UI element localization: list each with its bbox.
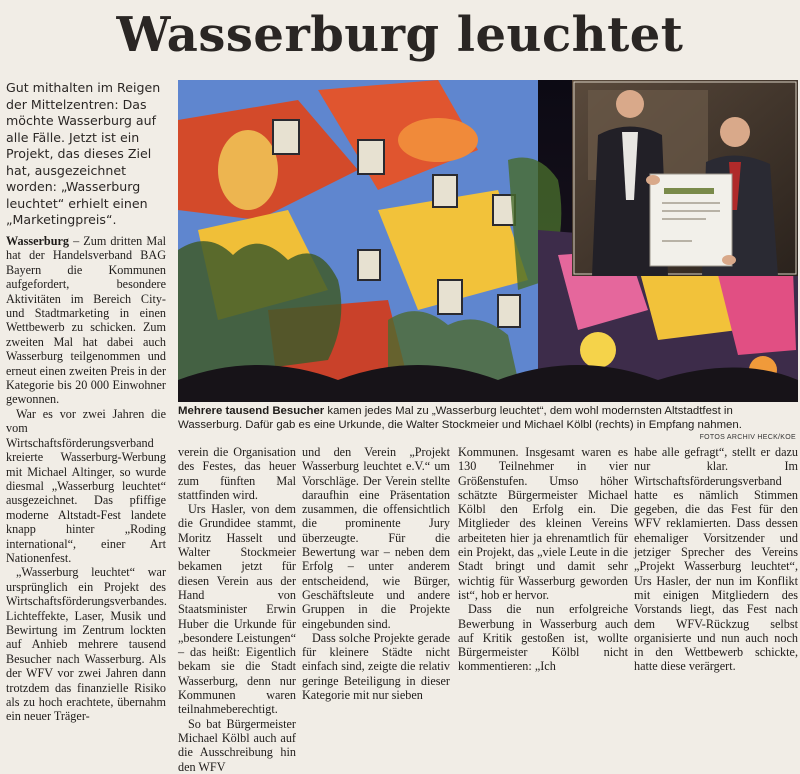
caption-text: kamen jedes Mal zu „Wasserburg leuchtet“, dem wohl modernsten Altstadtfest in Wasserburg. Dafür gab es eine Urkunde, die Walter Stockmeier und Michael Kölbl (rechts) in Empfang nahmen. bbox=[178, 405, 742, 431]
lead-paragraph-1 bbox=[6, 234, 166, 407]
caption-lead: Mehrere tausend Besucher bbox=[178, 405, 325, 417]
article-column-3 bbox=[458, 445, 628, 683]
photo-credit: FOTOS ARCHIV HECK/KOE bbox=[699, 434, 796, 441]
headline: Wasserburg leuchtet bbox=[116, 7, 684, 63]
lead-paragraph-1-text: – Zum dritten Mal hat der Handelsverband BAG Bayern die Kommunen aufgefordert, besondere Aktivitäten im Bereich City- und Stadtmarketing in einen Wettbewerb zu schicken. Zum zweiten Mal hat dabei auch Wasserburg teilgenommen und erneut einen zweiten Preis in der Kategorie bis 20 000 Einwohner gewonnen. bbox=[6, 234, 166, 407]
lead-paragraph-2: War es vor zwei Jahren die vom Wirtschaftsförderungsverband kreierte Wasserburg-Werbung mit Michael Altinger, so wurde diesmal „Wasserburg leuchtet“ ausgezeichnet. Das pfiffige moderne Altstadt-Fest landete knapp hinter „Roding international“, einer Art Nationenfest. bbox=[6, 406, 166, 565]
article-column-4 bbox=[634, 445, 798, 683]
illuminated-facade-image bbox=[178, 80, 798, 402]
photo-caption bbox=[178, 404, 798, 432]
column-paragraph: Dass die nun erfolgreiche Bewerbung in Wasserburg auch auf Kritik gestoßen ist, wollte Bürgermeister Kölbl nicht kommentieren: „Ich bbox=[458, 602, 628, 674]
lead-column bbox=[6, 234, 167, 724]
column-paragraph: So bat Bürgermeister Michael Kölbl auch auf die Ausschreibung hin den WFV bbox=[178, 716, 296, 774]
dateline: Wasserburg bbox=[6, 234, 69, 248]
column-paragraph: und den Verein „Projekt Wasserburg leuchtet e.V.“ um Vorschläge. Der Verein stellte daraufhin eine Präsentation zusammen, die offensichtlich die prominente Jury überzeugte. Für die Bewertung war – neben dem Erfolg – unter anderem entscheidend, wie Bürger, Geschäftsleute und andere Gruppen in die Projekte eingebunden sind. bbox=[302, 445, 450, 631]
column-paragraph: Kommunen. Insgesamt waren es 130 Teilnehmer in vier Größenstufen. Umso höher schätzte Bürgermeister Michael Kölbl den Erfolg ein. Die Mitglieder des kleinen Vereins arbeiteten hier ja ehrenamtlich für ein Projekt, das „viele Leute in die Stadt bringt und damit sehr wichtig für Wasserburg geworden ist“, hob er hervor. bbox=[458, 445, 628, 602]
column-paragraph: verein die Organisation des Festes, das heuer zum fünften Mal stattfinden wird. bbox=[178, 445, 296, 502]
teaser-text: Gut mithalten im Reigen der Mittelzentren: Das möchte Wasserburg auf alle Fälle. Jetzt ist ein Projekt, das dieses Ziel hat, ausgezeichnet worden: „Wasserburg leuchtet“ erhielt einen „Marketingpreis“. bbox=[6, 80, 161, 227]
column-paragraph: Dass solche Projekte gerade für kleinere Städte nicht einfach sind, zeigte die relativ geringe Beteiligung in dieser Kategorie mit nur sieben bbox=[302, 630, 450, 703]
article-column-2 bbox=[302, 445, 450, 703]
column-paragraph: habe alle gefragt“, stellt er dazu nur klar. Im Wirtschaftsförderungsverband hatte es nämlich Stimmen gegeben, die das Fest für den WFV reklamierten. Dass dessen ehemaliger Vorsitzender und jetziger Sprecher des Vereins „Projekt Wasserburg leuchtet“, Urs Hasler, der nun im Konflikt mit einigen Mitgliedern des Vorstands liegt, das Fest nach dem WFV-Rückzug selbst organisierte und nun auch noch in den Wettbewerb schickte, hatte diese verärgert. bbox=[634, 445, 798, 674]
article-column-1 bbox=[178, 445, 296, 774]
lead-paragraph-3: „Wasserburg leuchtet“ war ursprünglich ein Projekt des Wirtschaftsförderungsverbandes. Lichteffekte, Laser, Musik und Bewirtung im Zentrum lockten auf Anhieb mehrere tausend Besucher nach Wasserburg. Als der WFV vor zwei Jahren dann trotzdem das finanzielle Risiko als zu hoch erachtete, übernahm ein neuer Träger- bbox=[6, 565, 167, 724]
column-paragraph: Urs Hasler, von dem die Grundidee stammt, Moritz Hasselt und Walter Stockmeier bekamen jetzt für diesen Verein aus der Hand von Staatsminister Erwin Huber die Urkunde für „besondere Leistungen“ – das heißt: Eigentlich bekam sie die Stadt Wasserburg, denn nur Kommunen waren teilnahmeberechtigt. bbox=[178, 502, 296, 717]
festival-photo bbox=[178, 80, 798, 402]
